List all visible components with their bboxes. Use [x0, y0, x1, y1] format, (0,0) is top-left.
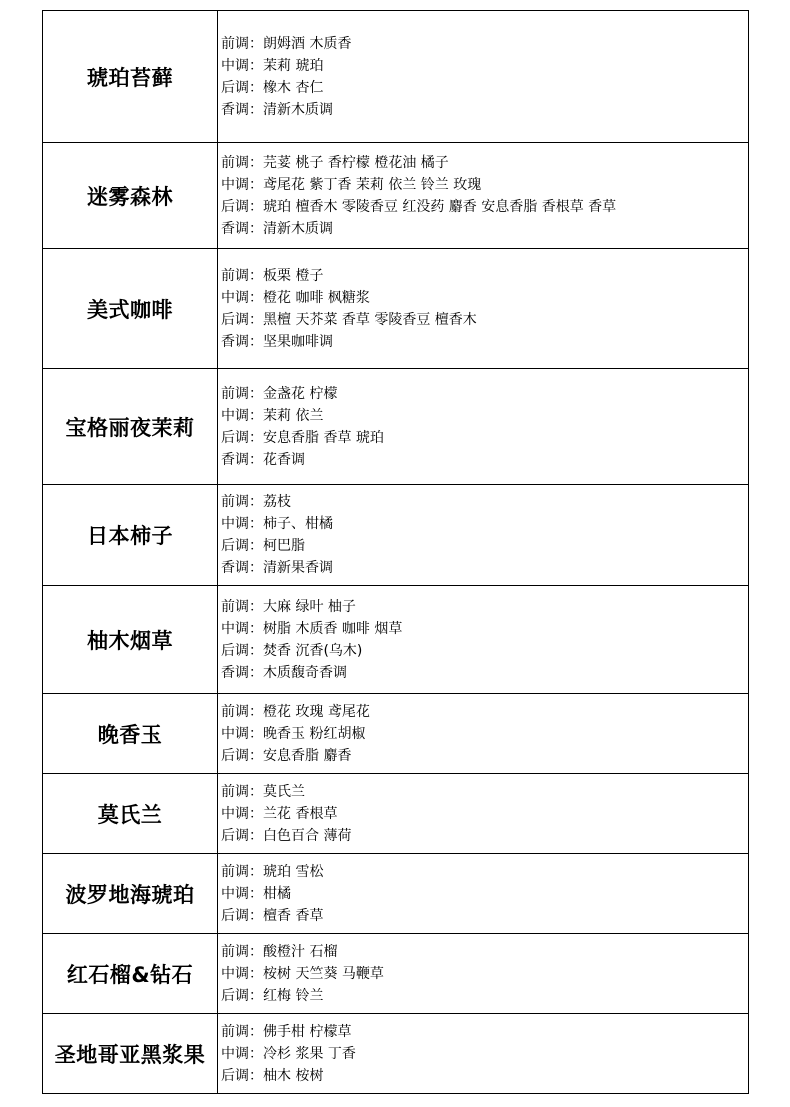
table-row — [43, 1014, 749, 1094]
note-label: 中调： — [221, 725, 263, 742]
note-label: 中调： — [221, 965, 263, 982]
perfume-name: 晚香玉 — [97, 722, 163, 747]
note-line — [221, 405, 748, 427]
note-line — [221, 77, 748, 99]
note-line — [221, 287, 748, 309]
perfume-name: 红石榴&钻石 — [66, 962, 194, 987]
notes-cell — [218, 11, 749, 143]
note-text: 板栗 橙子 — [263, 267, 324, 284]
note-line — [221, 383, 748, 405]
perfume-name: 柚木烟草 — [87, 628, 173, 653]
note-text: 芫荽 桃子 香柠檬 橙花油 橘子 — [263, 154, 449, 171]
notes-cell — [218, 249, 749, 369]
perfume-name-cell — [43, 11, 218, 143]
note-line — [221, 557, 748, 579]
note-line — [221, 803, 748, 825]
note-line — [221, 218, 748, 240]
note-text: 桉树 天竺葵 马鞭草 — [263, 965, 384, 982]
note-text: 柿子、柑橘 — [263, 516, 333, 532]
table-row — [43, 11, 749, 143]
perfume-name: 宝格丽夜茉莉 — [65, 415, 195, 440]
note-text: 橙花 玫瑰 鸢尾花 — [263, 703, 370, 720]
note-line — [221, 535, 748, 557]
note-label: 香调： — [221, 451, 263, 468]
table-row — [43, 369, 749, 485]
note-line — [221, 449, 748, 471]
note-label: 香调： — [221, 220, 263, 237]
note-label: 后调： — [221, 198, 263, 215]
note-text: 安息香脂 香草 琥珀 — [263, 429, 384, 446]
note-text: 酸橙汁 石榴 — [263, 943, 338, 960]
note-line — [221, 745, 748, 767]
note-text: 朗姆酒 木质香 — [263, 35, 352, 52]
note-label: 前调： — [221, 494, 263, 510]
note-line — [221, 55, 748, 77]
table-row — [43, 934, 749, 1014]
note-label: 后调： — [221, 538, 263, 554]
note-label: 中调： — [221, 57, 263, 74]
note-label: 中调： — [221, 1045, 263, 1062]
note-text: 兰花 香根草 — [263, 805, 338, 822]
note-line — [221, 152, 748, 174]
perfume-name: 波罗地海琥珀 — [65, 882, 195, 907]
note-line — [221, 781, 748, 803]
note-label: 后调： — [221, 747, 263, 764]
perfume-name-cell — [43, 694, 218, 774]
note-text: 柯巴脂 — [263, 538, 305, 554]
note-text: 檀香 香草 — [263, 907, 324, 924]
note-line — [221, 174, 748, 196]
note-text: 红梅 铃兰 — [263, 987, 324, 1004]
table-row — [43, 586, 749, 694]
perfume-name: 圣地哥亚黑浆果 — [54, 1042, 206, 1067]
note-text: 焚香 沉香(乌木) — [263, 642, 363, 659]
note-line — [221, 701, 748, 723]
perfume-notes-table — [42, 10, 749, 1094]
note-text: 清新果香调 — [263, 560, 333, 576]
note-label: 前调： — [221, 783, 263, 800]
note-line — [221, 427, 748, 449]
note-label: 中调： — [221, 289, 263, 306]
notes-cell — [218, 1014, 749, 1094]
note-label: 香调： — [221, 560, 263, 576]
note-text: 晚香玉 粉红胡椒 — [263, 725, 366, 742]
note-text: 大麻 绿叶 柚子 — [263, 598, 356, 615]
note-text: 橡木 杏仁 — [263, 79, 324, 96]
note-line — [221, 825, 748, 847]
note-label: 前调： — [221, 1023, 263, 1040]
note-text: 花香调 — [263, 451, 305, 468]
table-row — [43, 485, 749, 586]
note-text: 柚木 桉树 — [263, 1067, 324, 1084]
note-line — [221, 265, 748, 287]
perfume-name: 琥珀苔藓 — [87, 65, 173, 90]
notes-cell — [218, 143, 749, 249]
note-label: 前调： — [221, 267, 263, 284]
note-line — [221, 1043, 748, 1065]
notes-cell — [218, 369, 749, 485]
note-label: 前调： — [221, 598, 263, 615]
note-label: 后调： — [221, 1067, 263, 1084]
note-text: 树脂 木质香 咖啡 烟草 — [263, 620, 403, 637]
note-text: 安息香脂 麝香 — [263, 747, 352, 764]
table-row — [43, 774, 749, 854]
note-text: 荔枝 — [263, 494, 291, 510]
note-line — [221, 905, 748, 927]
note-label: 前调： — [221, 154, 263, 171]
note-text: 莫氏兰 — [263, 783, 305, 800]
perfume-name-cell — [43, 143, 218, 249]
note-text: 黑檀 天芥菜 香草 零陵香豆 檀香木 — [263, 311, 477, 328]
table-row — [43, 854, 749, 934]
note-text: 白色百合 薄荷 — [263, 827, 352, 844]
perfume-name: 迷雾森林 — [87, 184, 173, 209]
note-text: 柑橘 — [263, 885, 291, 902]
note-label: 中调： — [221, 620, 263, 637]
note-line — [221, 196, 748, 218]
note-label: 后调： — [221, 827, 263, 844]
note-label: 香调： — [221, 664, 263, 681]
note-line — [221, 1021, 748, 1043]
note-label: 前调： — [221, 863, 263, 880]
note-line — [221, 33, 748, 55]
note-line — [221, 331, 748, 353]
table-row — [43, 694, 749, 774]
note-label: 前调： — [221, 703, 263, 720]
note-label: 前调： — [221, 943, 263, 960]
note-text: 茉莉 依兰 — [263, 407, 324, 424]
note-line — [221, 513, 748, 535]
note-text: 琥珀 檀香木 零陵香豆 红没药 麝香 安息香脂 香根草 香草 — [263, 198, 617, 215]
note-line — [221, 662, 748, 684]
note-label: 前调： — [221, 35, 263, 52]
note-text: 清新木质调 — [263, 220, 333, 237]
perfume-name-cell — [43, 1014, 218, 1094]
note-text: 佛手柑 柠檬草 — [263, 1023, 352, 1040]
note-label: 后调： — [221, 311, 263, 328]
note-label: 中调： — [221, 805, 263, 822]
note-label: 香调： — [221, 101, 263, 118]
perfume-name-cell — [43, 934, 218, 1014]
notes-cell — [218, 934, 749, 1014]
note-text: 冷杉 浆果 丁香 — [263, 1045, 356, 1062]
table-row — [43, 143, 749, 249]
perfume-name-cell — [43, 249, 218, 369]
note-text: 坚果咖啡调 — [263, 333, 333, 350]
note-line — [221, 963, 748, 985]
note-text: 清新木质调 — [263, 101, 333, 118]
note-line — [221, 1065, 748, 1087]
note-line — [221, 618, 748, 640]
note-label: 后调： — [221, 642, 263, 659]
table-body — [43, 11, 749, 1094]
note-line — [221, 723, 748, 745]
perfume-name-cell — [43, 854, 218, 934]
perfume-name: 美式咖啡 — [87, 297, 173, 322]
perfume-name: 日本柿子 — [87, 524, 173, 548]
perfume-name-cell — [43, 369, 218, 485]
note-line — [221, 309, 748, 331]
note-label: 前调： — [221, 385, 263, 402]
table-row — [43, 249, 749, 369]
note-text: 鸢尾花 紫丁香 茉莉 依兰 铃兰 玫瑰 — [263, 176, 482, 193]
note-line — [221, 883, 748, 905]
perfume-name: 莫氏兰 — [97, 802, 163, 827]
perfume-name-cell — [43, 485, 218, 586]
note-text: 橙花 咖啡 枫糖浆 — [263, 289, 370, 306]
note-label: 香调： — [221, 333, 263, 350]
note-line — [221, 941, 748, 963]
note-label: 后调： — [221, 429, 263, 446]
notes-cell — [218, 694, 749, 774]
note-label: 后调： — [221, 987, 263, 1004]
note-text: 琥珀 雪松 — [263, 863, 324, 880]
note-line — [221, 596, 748, 618]
note-line — [221, 861, 748, 883]
note-label: 后调： — [221, 79, 263, 96]
notes-cell — [218, 586, 749, 694]
note-label: 中调： — [221, 516, 263, 532]
note-label: 中调： — [221, 407, 263, 424]
note-label: 后调： — [221, 907, 263, 924]
notes-cell — [218, 485, 749, 586]
note-text: 木质馥奇香调 — [263, 664, 347, 681]
note-text: 金盏花 柠檬 — [263, 385, 338, 402]
perfume-name-cell — [43, 774, 218, 854]
note-text: 茉莉 琥珀 — [263, 57, 324, 74]
note-line — [221, 640, 748, 662]
notes-cell — [218, 854, 749, 934]
note-line — [221, 985, 748, 1007]
note-label: 中调： — [221, 176, 263, 193]
note-line — [221, 99, 748, 121]
perfume-name-cell — [43, 586, 218, 694]
note-line — [221, 491, 748, 513]
notes-cell — [218, 774, 749, 854]
note-label: 中调： — [221, 885, 263, 902]
